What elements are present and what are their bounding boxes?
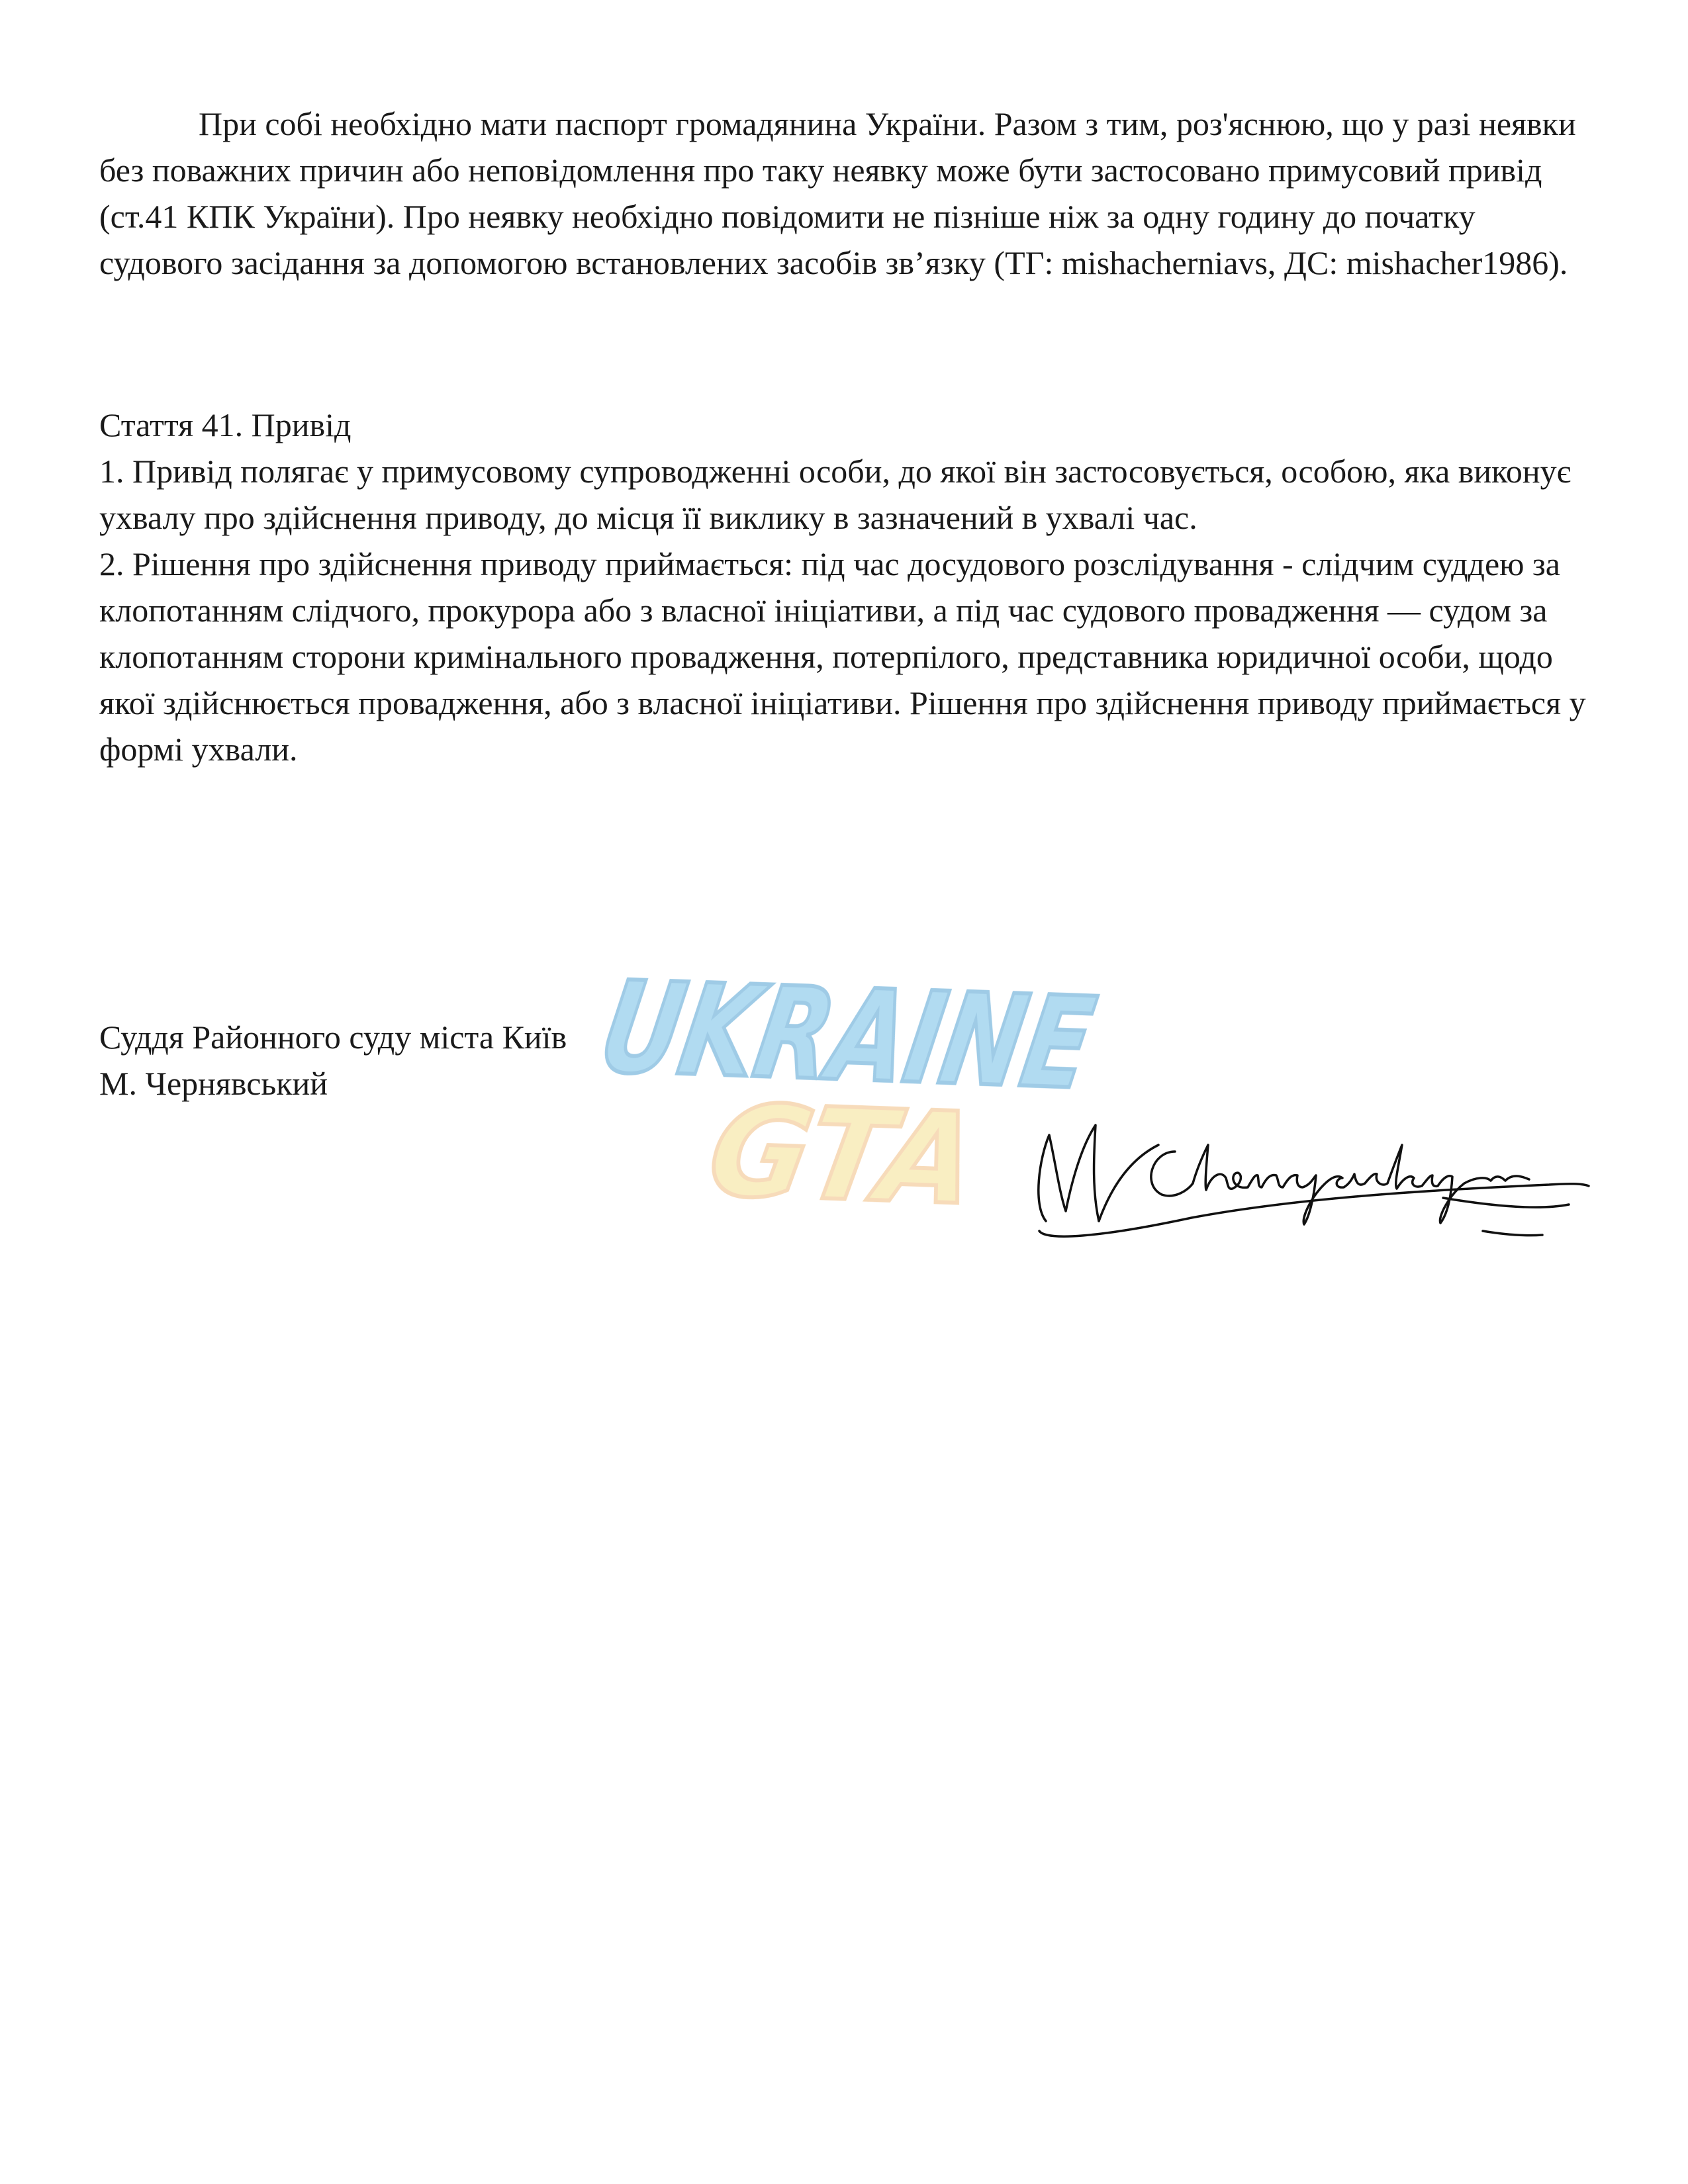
svg-text:GTA: GTA (698, 1077, 998, 1234)
signature-block (99, 1014, 567, 1107)
article-section (99, 402, 1589, 772)
judge-title: Суддя Районного суду міста Київ (99, 1019, 567, 1056)
article-clause-2: 2. Рішення про здійснення приводу приймається: під час досудового розслідування - слідчим суддею за клопотанням слідчого, прокурора або з власної ініціативи, а під час судового провадження — судом за клопотанням сторони кримінального провадження, потерпілого, представника юридичної особи, щодо якої здійснюється провадження, або з власної ініціативи. Рішення про здійснення приводу приймається у формі ухвали. (99, 545, 1586, 768)
svg-text:UKRAINE: UKRAINE (590, 954, 1245, 1123)
article-clause-1: 1. Привід полягає у примусовому супроводженні особи, до якої він застосовується, особою, яка виконує ухвалу про здійснення приводу, до місця її виклику в зазначений в ухвалі час. (99, 453, 1571, 536)
judge-name: М. Чернявський (99, 1065, 328, 1102)
intro-paragraph: При собі необхідно мати паспорт громадянина України. Разом з тим, роз'яснюю, що у разі неявки без поважних причин або неповідомлення про таку неявку може бути застосовано примусовий привід (ст.41 КПК України). Про неявку необхідно повідомити не пізніше ніж за одну годину до початку судового засідання за допомогою встановлених засобів зв’язку (ТГ: mishacherniavs, ДС: mishacher1986). (99, 105, 1576, 281)
signature-icon (1019, 1105, 1602, 1244)
intro-section (99, 101, 1589, 286)
article-heading: Стаття 41. Привід (99, 406, 352, 443)
